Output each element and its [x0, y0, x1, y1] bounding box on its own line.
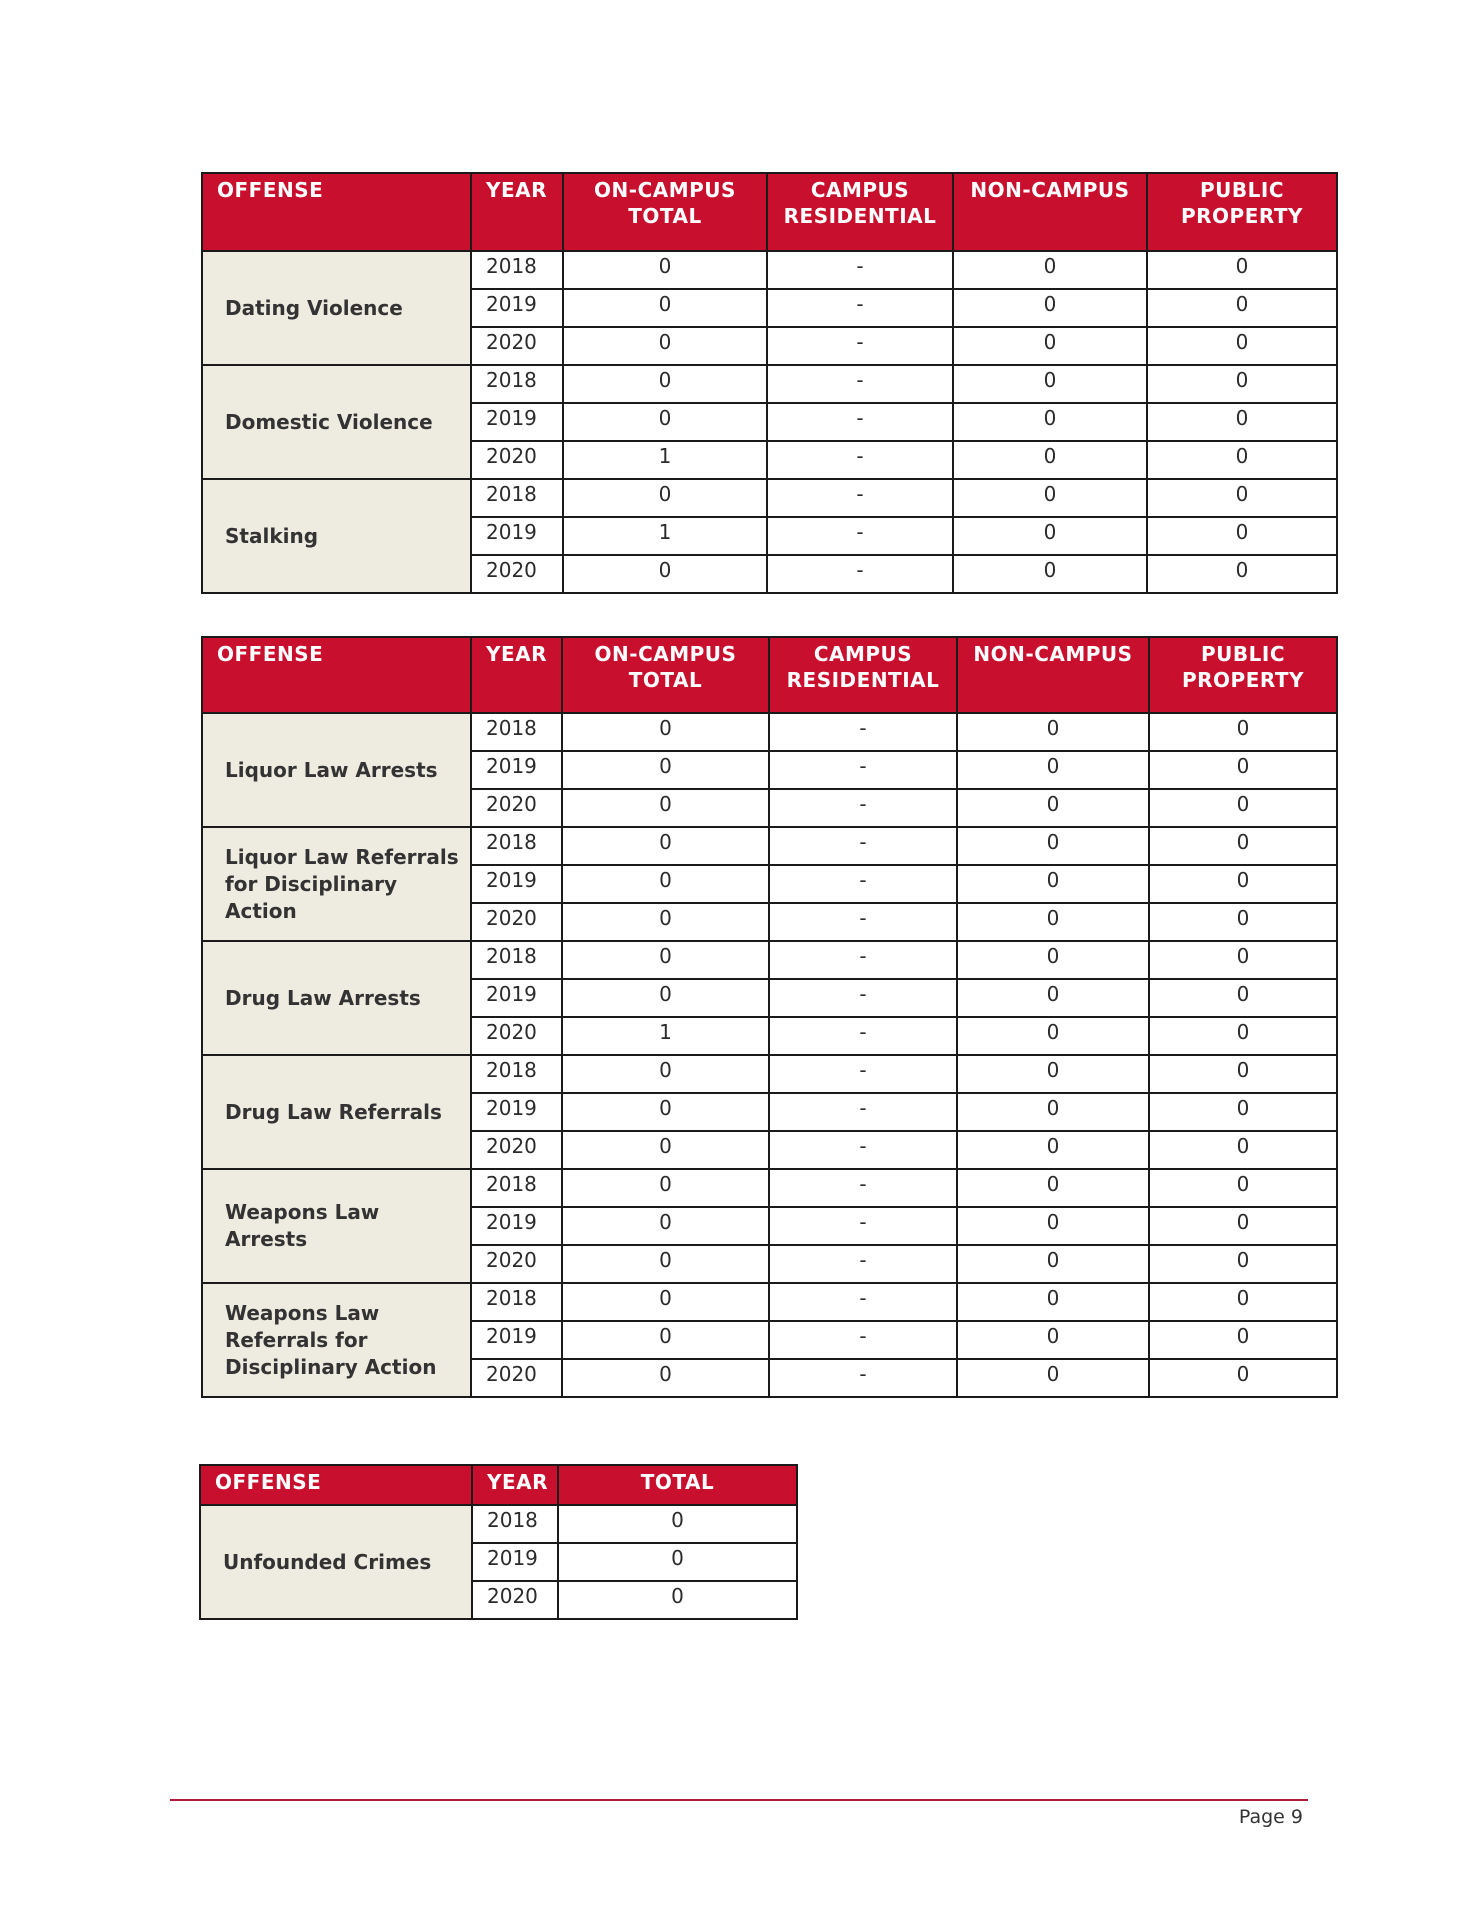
count-cell: 0 [1149, 1245, 1337, 1283]
year-cell: 2020 [471, 1017, 562, 1055]
count-cell: 0 [562, 1283, 769, 1321]
year-cell: 2020 [471, 327, 563, 365]
count-cell: 0 [957, 941, 1149, 979]
year-cell: 2018 [471, 365, 563, 403]
count-cell: 0 [562, 751, 769, 789]
year-cell: 2019 [471, 403, 563, 441]
count-cell: 0 [957, 713, 1149, 751]
count-cell: - [769, 751, 957, 789]
year-cell: 2019 [471, 865, 562, 903]
count-cell: 1 [562, 1017, 769, 1055]
count-cell: 0 [953, 479, 1147, 517]
count-cell: 1 [563, 517, 767, 555]
column-header-public-property: PUBLIC PROPERTY [1147, 173, 1337, 251]
count-cell: 0 [558, 1505, 797, 1543]
count-cell: 1 [563, 441, 767, 479]
offense-name: Drug Law Arrests [202, 941, 471, 1055]
count-cell: 0 [1147, 441, 1337, 479]
count-cell: 0 [1147, 403, 1337, 441]
count-cell: - [769, 1207, 957, 1245]
count-cell: - [769, 1131, 957, 1169]
footer-divider [170, 1799, 1308, 1801]
offense-table-vawa [201, 172, 1338, 594]
column-header-campus-residential: CAMPUS RESIDENTIAL [769, 637, 957, 713]
count-cell: 0 [562, 1169, 769, 1207]
column-header-offense: OFFENSE [202, 173, 471, 251]
count-cell: 0 [957, 1245, 1149, 1283]
count-cell: 0 [563, 327, 767, 365]
count-cell: 0 [957, 1169, 1149, 1207]
offense-name: Liquor Law Referrals for Disciplinary Action [202, 827, 471, 941]
count-cell: - [769, 827, 957, 865]
count-cell: 0 [957, 865, 1149, 903]
table-row [202, 479, 1337, 517]
offense-table-arrests-referrals [201, 636, 1338, 1398]
table-row [202, 1283, 1337, 1321]
table-header [202, 173, 1337, 251]
offense-name: Liquor Law Arrests [202, 713, 471, 827]
count-cell: 0 [1147, 289, 1337, 327]
year-cell: 2019 [471, 517, 563, 555]
count-cell: 0 [562, 865, 769, 903]
count-cell: 0 [957, 1283, 1149, 1321]
year-cell: 2019 [471, 1207, 562, 1245]
count-cell: 0 [558, 1543, 797, 1581]
count-cell: 0 [953, 403, 1147, 441]
count-cell: 0 [1149, 979, 1337, 1017]
count-cell: 0 [563, 555, 767, 593]
count-cell: 0 [957, 789, 1149, 827]
count-cell: - [767, 403, 953, 441]
count-cell: 0 [563, 479, 767, 517]
count-cell: - [769, 1055, 957, 1093]
count-cell: 0 [1149, 941, 1337, 979]
offense-name: Stalking [202, 479, 471, 593]
count-cell: 0 [953, 441, 1147, 479]
year-cell: 2018 [471, 251, 563, 289]
count-cell: - [769, 713, 957, 751]
column-header-on-campus-total: ON-CAMPUS TOTAL [562, 637, 769, 713]
column-header-total: TOTAL [558, 1465, 797, 1505]
count-cell: 0 [957, 1131, 1149, 1169]
year-cell: 2020 [471, 1131, 562, 1169]
count-cell: 0 [957, 1359, 1149, 1397]
table-body [200, 1505, 797, 1619]
offense-name: Unfounded Crimes [200, 1505, 472, 1619]
count-cell: - [769, 789, 957, 827]
count-cell: 0 [563, 289, 767, 327]
count-cell: - [769, 1017, 957, 1055]
count-cell: 0 [957, 903, 1149, 941]
count-cell: 0 [1147, 327, 1337, 365]
count-cell: 0 [562, 903, 769, 941]
count-cell: 0 [563, 365, 767, 403]
column-header-public-property: PUBLIC PROPERTY [1149, 637, 1337, 713]
count-cell: 0 [1149, 827, 1337, 865]
count-cell: 0 [953, 251, 1147, 289]
count-cell: - [767, 517, 953, 555]
count-cell: 0 [953, 365, 1147, 403]
count-cell: 0 [957, 979, 1149, 1017]
year-cell: 2020 [472, 1581, 558, 1619]
table-row [202, 713, 1337, 751]
count-cell: - [769, 941, 957, 979]
count-cell: - [769, 979, 957, 1017]
year-cell: 2018 [471, 1169, 562, 1207]
count-cell: 0 [1149, 1093, 1337, 1131]
column-header-campus-residential: CAMPUS RESIDENTIAL [767, 173, 953, 251]
year-cell: 2019 [471, 751, 562, 789]
column-header-year: YEAR [471, 173, 563, 251]
offense-name: Drug Law Referrals [202, 1055, 471, 1169]
count-cell: 0 [957, 827, 1149, 865]
count-cell: 0 [562, 1245, 769, 1283]
year-cell: 2019 [472, 1543, 558, 1581]
table-row [202, 827, 1337, 865]
year-cell: 2018 [471, 827, 562, 865]
count-cell: 0 [953, 289, 1147, 327]
year-cell: 2020 [471, 903, 562, 941]
year-cell: 2020 [471, 555, 563, 593]
count-cell: 0 [562, 1093, 769, 1131]
count-cell: 0 [562, 979, 769, 1017]
count-cell: - [769, 903, 957, 941]
count-cell: 0 [1149, 713, 1337, 751]
count-cell: - [767, 251, 953, 289]
count-cell: - [767, 289, 953, 327]
count-cell: - [767, 555, 953, 593]
count-cell: 0 [957, 1055, 1149, 1093]
column-header-on-campus-total: ON-CAMPUS TOTAL [563, 173, 767, 251]
year-cell: 2019 [471, 979, 562, 1017]
count-cell: - [767, 327, 953, 365]
year-cell: 2018 [471, 479, 563, 517]
count-cell: 0 [1149, 1207, 1337, 1245]
count-cell: - [767, 365, 953, 403]
count-cell: 0 [563, 251, 767, 289]
count-cell: 0 [1149, 1131, 1337, 1169]
count-cell: 0 [562, 941, 769, 979]
count-cell: 0 [957, 1321, 1149, 1359]
table-row [200, 1505, 797, 1543]
offense-name: Weapons Law Referrals for Disciplinary Action [202, 1283, 471, 1397]
count-cell: 0 [1149, 1321, 1337, 1359]
table-body [202, 713, 1337, 1397]
year-cell: 2020 [471, 441, 563, 479]
count-cell: - [769, 865, 957, 903]
page-number: Page 9 [1238, 1806, 1303, 1828]
count-cell: 0 [957, 1207, 1149, 1245]
count-cell: - [767, 441, 953, 479]
count-cell: 0 [1147, 479, 1337, 517]
count-cell: 0 [562, 1131, 769, 1169]
offense-name: Weapons Law Arrests [202, 1169, 471, 1283]
count-cell: 0 [1149, 789, 1337, 827]
table-body [202, 251, 1337, 593]
count-cell: - [769, 1321, 957, 1359]
count-cell: 0 [957, 751, 1149, 789]
count-cell: 0 [562, 789, 769, 827]
count-cell: 0 [953, 517, 1147, 555]
year-cell: 2020 [471, 1359, 562, 1397]
count-cell: 0 [1149, 1283, 1337, 1321]
year-cell: 2018 [472, 1505, 558, 1543]
count-cell: 0 [1149, 1359, 1337, 1397]
count-cell: 0 [1149, 865, 1337, 903]
count-cell: 0 [1149, 751, 1337, 789]
count-cell: 0 [957, 1093, 1149, 1131]
count-cell: 0 [562, 827, 769, 865]
table-row [202, 251, 1337, 289]
count-cell: - [767, 479, 953, 517]
count-cell: 0 [1147, 555, 1337, 593]
year-cell: 2019 [471, 1321, 562, 1359]
column-header-year: YEAR [471, 637, 562, 713]
table-row [202, 941, 1337, 979]
count-cell: - [769, 1093, 957, 1131]
count-cell: 0 [558, 1581, 797, 1619]
column-header-offense: OFFENSE [202, 637, 471, 713]
year-cell: 2018 [471, 713, 562, 751]
column-header-non-campus: NON-CAMPUS [953, 173, 1147, 251]
table-row [202, 1169, 1337, 1207]
count-cell: 0 [562, 1207, 769, 1245]
count-cell: 0 [953, 327, 1147, 365]
count-cell: - [769, 1169, 957, 1207]
count-cell: 0 [562, 713, 769, 751]
table-header [200, 1465, 797, 1505]
count-cell: 0 [1147, 251, 1337, 289]
year-cell: 2018 [471, 1055, 562, 1093]
count-cell: 0 [563, 403, 767, 441]
count-cell: 0 [562, 1055, 769, 1093]
count-cell: 0 [1149, 1017, 1337, 1055]
table-row [202, 365, 1337, 403]
column-header-year: YEAR [472, 1465, 558, 1505]
year-cell: 2018 [471, 1283, 562, 1321]
column-header-non-campus: NON-CAMPUS [957, 637, 1149, 713]
count-cell: - [769, 1283, 957, 1321]
count-cell: 0 [1149, 903, 1337, 941]
year-cell: 2020 [471, 789, 562, 827]
count-cell: 0 [953, 555, 1147, 593]
count-cell: - [769, 1359, 957, 1397]
year-cell: 2018 [471, 941, 562, 979]
table-header [202, 637, 1337, 713]
count-cell: 0 [957, 1017, 1149, 1055]
count-cell: 0 [1147, 517, 1337, 555]
year-cell: 2020 [471, 1245, 562, 1283]
offense-name: Dating Violence [202, 251, 471, 365]
count-cell: 0 [1149, 1169, 1337, 1207]
offense-name: Domestic Violence [202, 365, 471, 479]
count-cell: 0 [562, 1321, 769, 1359]
count-cell: - [769, 1245, 957, 1283]
year-cell: 2019 [471, 289, 563, 327]
table-row [202, 1055, 1337, 1093]
offense-table-unfounded [199, 1464, 798, 1620]
year-cell: 2019 [471, 1093, 562, 1131]
count-cell: 0 [562, 1359, 769, 1397]
column-header-offense: OFFENSE [200, 1465, 472, 1505]
count-cell: 0 [1147, 365, 1337, 403]
count-cell: 0 [1149, 1055, 1337, 1093]
